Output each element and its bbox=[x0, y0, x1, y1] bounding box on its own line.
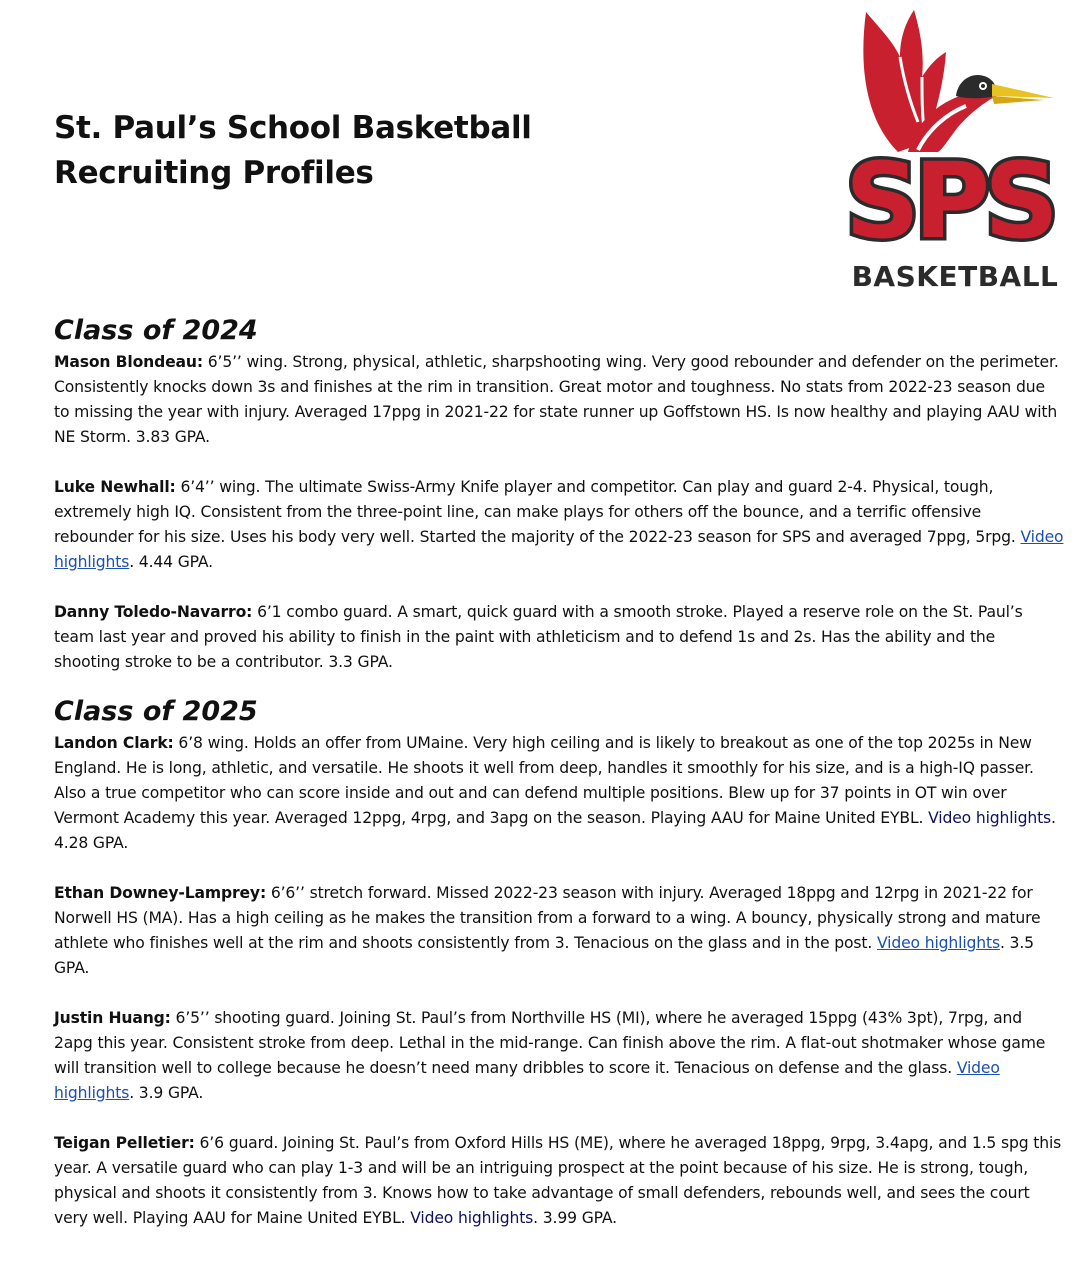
player-name: Mason Blondeau: bbox=[54, 353, 203, 371]
profile-paragraph bbox=[54, 475, 1064, 575]
video-highlights-link[interactable]: Video highlights bbox=[54, 1059, 1000, 1102]
video-highlights-link[interactable]: Video highlights bbox=[54, 528, 1064, 571]
profiles-content bbox=[54, 312, 1064, 1231]
player-gpa: . 4.44 GPA. bbox=[129, 553, 213, 571]
player-gpa: . 3.9 GPA. bbox=[129, 1084, 204, 1102]
player-description: 6’5’’ wing. Strong, physical, athletic, sharpshooting wing. Very good rebounder and defender on the perimeter. Consistently knocks down 3s and finishes at the rim in transition. Great motor and toughness. No stats from 2022-23 season due to missing the year with injury. Averaged 17ppg in 2021-22 for state runner up Goffstown HS. Is now healthy and playing AAU with NE Storm. 3.83 GPA. bbox=[54, 353, 1059, 446]
video-highlights-link[interactable]: Video highlights bbox=[410, 1209, 534, 1227]
logo-letters: SPS bbox=[844, 140, 1054, 262]
page-title-line1: St. Paul’s School Basketball bbox=[54, 110, 532, 146]
profile-paragraph bbox=[54, 881, 1064, 981]
profile-paragraph bbox=[54, 731, 1064, 856]
page-title-line2: Recruiting Profiles bbox=[54, 155, 374, 191]
player-name: Justin Huang: bbox=[54, 1009, 171, 1027]
profile-paragraph bbox=[54, 1131, 1064, 1231]
video-highlights-link[interactable]: Video highlights bbox=[928, 809, 1052, 827]
player-description: 6’4’’ wing. The ultimate Swiss-Army Knife player and competitor. Can play and guard 2-4. Physical, tough, extremely high IQ. Consistent from the three-point line, can make plays for others off the bounce, and a terrific offensive rebounder for his size. Uses his body very well. Started the majority of the 2022-23 season for SPS and averaged 7ppg, 5rpg. bbox=[54, 478, 1021, 546]
profile-paragraph bbox=[54, 350, 1064, 450]
player-description: 6’5’’ shooting guard. Joining St. Paul’s from Northville HS (MI), where he averaged 15ppg (43% 3pt), 7rpg, and 2apg this year. Consistent stroke from deep. Lethal in the mid-range. Can finish above the rim. A flat-out shotmaker whose game will transition well to college because he doesn’t need many dribbles to score it. Tenacious on defense and the glass. bbox=[54, 1009, 1046, 1077]
logo-subtitle: BASKETBALL bbox=[851, 260, 1059, 293]
class-section-2024 bbox=[54, 312, 1064, 675]
player-description: 6’8 wing. Holds an offer from UMaine. Very high ceiling and is likely to breakout as one of the top 2025s in New England. He is long, athletic, and versatile. He shoots it well from deep, handles it smoothly for his size, and is a high-IQ passer. Also a true competitor who can score inside and out and can defend multiple positions. Blew up for 37 points in OT win over Vermont Academy this year. Averaged 12ppg, 4rpg, and 3apg on the season. Playing AAU for Maine United EYBL. bbox=[54, 734, 1034, 827]
video-highlights-link[interactable]: Video highlights bbox=[877, 934, 1000, 952]
class-section-2025 bbox=[54, 693, 1064, 1231]
class-heading: Class of 2024 bbox=[54, 315, 258, 346]
player-name: Ethan Downey-Lamprey: bbox=[54, 884, 267, 902]
player-description: 6’6 guard. Joining St. Paul’s from Oxford Hills HS (ME), where he averaged 18ppg, 9rpg, 3.4apg, and 1.5 spg this year. A versatile guard who can play 1-3 and will be an intriguing prospect at the point because of his size. He is strong, tough, physical and shoots it consistently from 3. Knows how to take advantage of small defenders, rebounds well, and sees the court very well. Playing AAU for Maine United EYBL. bbox=[54, 1134, 1062, 1227]
class-heading: Class of 2025 bbox=[54, 696, 258, 727]
player-gpa: . 4.28 GPA. bbox=[54, 809, 1056, 852]
player-gpa: . 3.5 GPA. bbox=[54, 934, 1034, 977]
profile-paragraph bbox=[54, 600, 1064, 675]
player-gpa: . 3.99 GPA. bbox=[533, 1209, 617, 1227]
sps-basketball-logo bbox=[838, 2, 1060, 296]
player-name: Luke Newhall: bbox=[54, 478, 176, 496]
player-description: 6’6’’ stretch forward. Missed 2022-23 season with injury. Averaged 18ppg and 12rpg in 2021-22 for Norwell HS (MA). Has a high ceiling as he makes the transition from a forward to a wing. A bouncy, physically strong and mature athlete who finishes well at the rim and shoots consistently from 3. Tenacious on the glass and in the post. bbox=[54, 884, 1041, 952]
player-name: Teigan Pelletier: bbox=[54, 1134, 195, 1152]
player-name: Landon Clark: bbox=[54, 734, 174, 752]
player-description: 6’1 combo guard. A smart, quick guard with a smooth stroke. Played a reserve role on the St. Paul’s team last year and proved his ability to finish in the paint with athleticism and to defend 1s and 2s. Has the ability and the shooting stroke to be a contributor. 3.3 GPA. bbox=[54, 603, 1023, 671]
page-title bbox=[54, 106, 532, 196]
player-name: Danny Toledo-Navarro: bbox=[54, 603, 253, 621]
profile-paragraph bbox=[54, 1006, 1064, 1106]
